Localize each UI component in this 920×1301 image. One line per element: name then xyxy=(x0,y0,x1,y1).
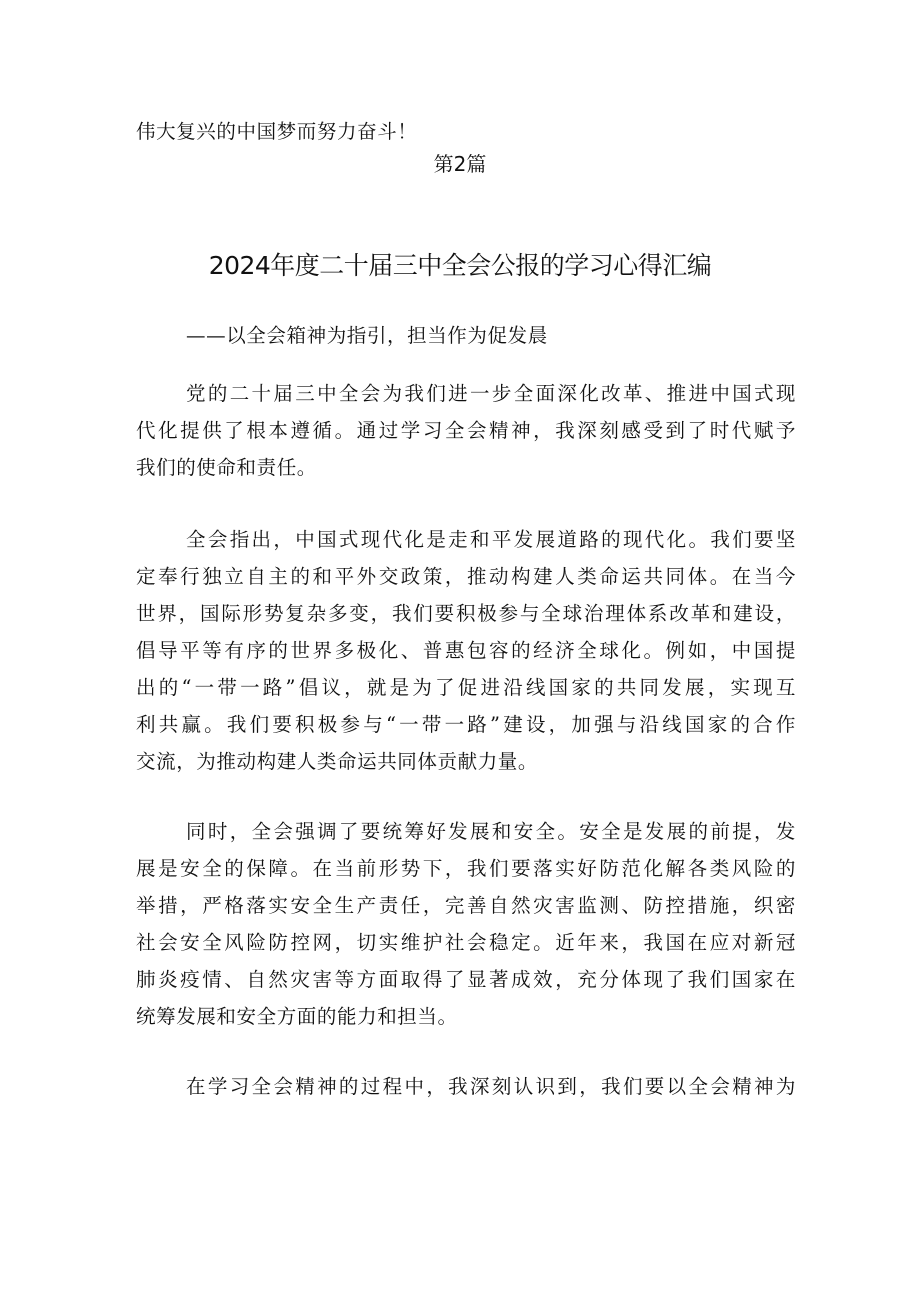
paragraph-line: 展是安全的保障。在当前形势下，我们要落实好防范化解各类风险的 xyxy=(136,857,796,880)
paragraph-line: 世界，国际形势复杂多变，我们要积极参与全球治理体系改革和建设， xyxy=(136,602,796,625)
paragraph-line: 倡导平等有序的世界多极化、普惠包容的经济全球化。例如，中国提 xyxy=(136,639,796,662)
paragraph-line: 统筹发展和安全方面的能力和担当。 xyxy=(136,1005,458,1028)
paragraph-line: 出的“一带一路”倡议，就是为了促进沿线国家的共同发展，实现互 xyxy=(136,676,796,699)
document-subtitle: ——以全会箱神为指引，担当作为促发晨 xyxy=(186,324,548,347)
document-title: 2024年度二十届三中全会公报的学习心得汇编 xyxy=(208,251,712,280)
section-label: 第2篇 xyxy=(433,152,487,176)
continued-text-line: 伟大复兴的中国梦而努力奋斗！ xyxy=(136,120,418,143)
paragraph-line: 全会指出，中国式现代化是走和平发展道路的现代化。我们要坚 xyxy=(186,528,796,551)
paragraph-line: 党的二十届三中全会为我们进一步全面深化改革、推进中国式现 xyxy=(186,382,796,405)
paragraph-line: 代化提供了根本遵循。通过学习全会精神，我深刻感受到了时代赋予 xyxy=(136,419,796,442)
paragraph-line: 定奉行独立自主的和平外交政策，推动构建人类命运共同体。在当今 xyxy=(136,565,796,588)
paragraph-line: 肺炎疫情、自然灾害等方面取得了显著成效，充分体现了我们国家在 xyxy=(136,968,796,991)
paragraph-line: 举措，严格落实安全生产责任，完善自然灾害监测、防控措施，织密 xyxy=(136,894,796,917)
paragraph-line: 交流，为推动构建人类命运共同体贡献力量。 xyxy=(136,750,539,773)
paragraph-line: 社会安全风险防控网，切实维护社会稳定。近年来，我国在应对新冠 xyxy=(136,931,796,954)
paragraph-line: 在学习全会精神的过程中，我深刻认识到，我们要以全会精神为 xyxy=(186,1075,796,1098)
paragraph-line: 利共赢。我们要积极参与“一带一路”建设，加强与沿线国家的合作 xyxy=(136,713,796,736)
paragraph-line: 我们的使命和责任。 xyxy=(136,456,317,479)
paragraph-line: 同时，全会强调了要统筹好发展和安全。安全是发展的前提，发 xyxy=(186,820,796,843)
